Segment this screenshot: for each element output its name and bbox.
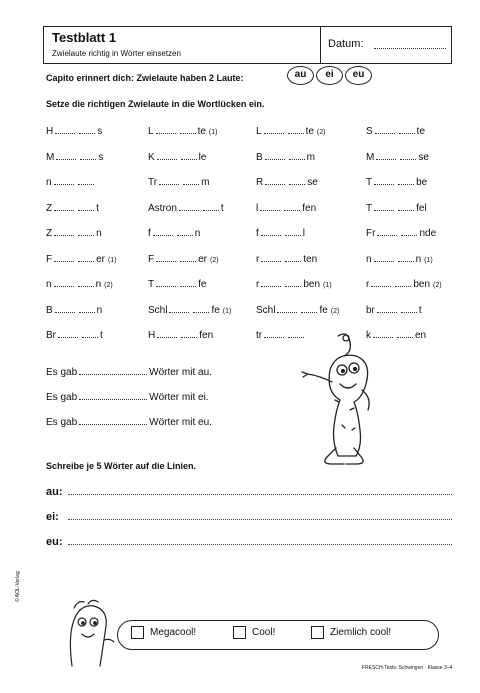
letter-gap[interactable] (79, 303, 95, 313)
write-line-eu[interactable] (68, 544, 452, 545)
letter-gap[interactable] (374, 252, 394, 262)
letter-gap[interactable] (156, 124, 176, 134)
word-gap-item (256, 328, 306, 342)
word-prefix: K (148, 151, 155, 163)
letter-gap[interactable] (54, 201, 74, 211)
word-suffix: er (96, 253, 106, 265)
write-line-ei[interactable] (68, 519, 452, 520)
letter-gap[interactable] (156, 277, 176, 287)
letter-gap[interactable] (78, 201, 94, 211)
rating-option-megacool[interactable] (131, 626, 196, 639)
word-gap-item (366, 124, 425, 138)
word-prefix: br (366, 304, 375, 316)
count-suffix: Wörter mit eu. (149, 417, 212, 428)
word-prefix: Schl (256, 304, 276, 316)
letter-gap[interactable] (264, 328, 284, 338)
letter-gap[interactable] (261, 226, 281, 236)
word-gap-item (366, 175, 427, 189)
header-title-area (44, 27, 321, 63)
word-prefix: F (148, 253, 155, 265)
letter-gap[interactable] (261, 277, 281, 287)
word-suffix: n (95, 279, 102, 290)
rating-label: Ziemlich cool! (330, 627, 392, 639)
letter-gap[interactable] (82, 328, 98, 338)
letter-gap[interactable] (153, 226, 173, 236)
letter-gap[interactable] (398, 201, 414, 211)
word-prefix: M (46, 151, 55, 163)
word-prefix: M (366, 151, 375, 163)
word-suffix: n (96, 228, 102, 239)
word-suffix: ben (303, 279, 321, 290)
word-suffix: n (415, 253, 422, 265)
letter-gap[interactable] (180, 124, 196, 134)
word-gap-item (46, 124, 102, 138)
letter-gap[interactable] (285, 226, 301, 236)
word-suffix: fen (302, 202, 317, 214)
date-label: Datum: (328, 38, 364, 50)
letter-gap[interactable] (54, 252, 74, 262)
word-prefix: r (366, 279, 370, 290)
word-gap-item (46, 303, 102, 317)
word-suffix: te (305, 126, 314, 137)
letter-gap[interactable] (261, 252, 281, 262)
word-note: (1) (208, 129, 218, 136)
word-prefix: n (46, 177, 52, 188)
letter-gap[interactable] (183, 175, 199, 185)
checkbox[interactable] (233, 626, 246, 639)
letter-gap[interactable] (78, 226, 94, 236)
letter-gap[interactable] (54, 226, 74, 236)
letter-gap[interactable] (374, 201, 394, 211)
letter-gap[interactable] (374, 175, 394, 185)
checkbox[interactable] (131, 626, 144, 639)
letter-gap[interactable] (289, 175, 305, 185)
letter-gap[interactable] (193, 303, 209, 313)
letter-gap[interactable] (395, 277, 411, 287)
word-prefix: L (148, 126, 154, 137)
letter-gap[interactable] (400, 150, 416, 160)
word-prefix: k (366, 330, 371, 341)
letter-gap[interactable] (285, 277, 301, 287)
publisher-note: © AOL-Verlag (15, 571, 21, 602)
capito-mascot-illustration (300, 330, 395, 470)
word-suffix: nde (419, 228, 437, 239)
word-suffix: s (97, 126, 103, 137)
word-gap-item (256, 175, 318, 189)
word-suffix: fel (416, 202, 427, 214)
letter-gap[interactable] (177, 226, 193, 236)
intro-text: Capito erinnert dich: Zwielaute haben 2 Laute: (46, 73, 244, 83)
word-gap-item (366, 252, 433, 266)
letter-gap[interactable] (260, 201, 280, 211)
count-gap[interactable] (79, 365, 147, 375)
header-box (43, 26, 452, 64)
word-suffix: fen (199, 330, 214, 341)
write-label-ei: ei: (46, 511, 59, 523)
word-prefix: f (256, 228, 259, 239)
word-suffix: en (415, 330, 427, 341)
checkbox[interactable] (311, 626, 324, 639)
word-note: (2) (210, 256, 219, 264)
count-gap[interactable] (79, 415, 147, 425)
word-gap-item (366, 303, 422, 317)
word-prefix: Br (46, 330, 56, 341)
count-gap[interactable] (79, 390, 147, 400)
letter-gap[interactable] (398, 175, 414, 185)
letter-gap[interactable] (377, 303, 397, 313)
letter-gap[interactable] (265, 175, 285, 185)
word-suffix: se (418, 151, 429, 163)
word-prefix: r (256, 279, 260, 290)
sound-au: au (287, 66, 314, 85)
word-note: (2) (433, 282, 442, 289)
word-suffix: l (302, 228, 306, 239)
word-prefix: S (366, 126, 373, 137)
word-gap-item (256, 150, 315, 164)
letter-gap[interactable] (54, 175, 74, 185)
word-gap-item (46, 201, 99, 215)
letter-gap[interactable] (264, 124, 284, 134)
word-prefix: l (256, 202, 259, 214)
word-suffix: n (96, 304, 103, 316)
word-suffix: er (198, 253, 208, 265)
footer-text: FRESCH-Tests: Schwingen · Klasse 3–4 (362, 665, 453, 671)
letter-gap[interactable] (157, 328, 177, 338)
word-suffix: ten (303, 253, 318, 265)
letter-gap[interactable] (288, 124, 304, 134)
word-note: (2) (316, 129, 326, 136)
word-gap-item (256, 201, 316, 215)
word-gap-item (256, 277, 332, 291)
word-prefix: Tr (148, 177, 158, 188)
word-gap-item (148, 201, 224, 215)
word-suffix: fe (319, 304, 328, 316)
letter-gap[interactable] (157, 150, 177, 160)
word-gap-item (148, 124, 217, 138)
letter-gap[interactable] (401, 303, 417, 313)
letter-gap[interactable] (180, 277, 196, 287)
word-prefix: B (46, 304, 53, 316)
word-prefix: F (46, 253, 53, 265)
word-note: (1) (108, 256, 117, 264)
word-gap-item (366, 226, 436, 240)
word-prefix: n (366, 253, 372, 265)
write-label-au: au: (46, 486, 63, 498)
letter-gap[interactable] (156, 252, 176, 262)
write-label-eu: eu: (46, 536, 63, 548)
write-line-au[interactable] (68, 494, 452, 495)
word-note: (1) (323, 282, 332, 289)
letter-gap[interactable] (398, 252, 414, 262)
letter-gap[interactable] (180, 252, 196, 262)
word-gap-item (256, 124, 325, 138)
word-suffix: s (98, 151, 104, 163)
count-suffix: Wörter mit au. (149, 367, 212, 378)
word-prefix: H (148, 330, 156, 341)
word-prefix: Astron (148, 202, 177, 214)
word-prefix: B (256, 151, 263, 163)
letter-gap[interactable] (401, 226, 417, 236)
word-suffix: n (194, 228, 201, 239)
letter-gap[interactable] (301, 303, 317, 313)
letter-gap[interactable] (181, 328, 197, 338)
word-gap-item (148, 150, 206, 164)
letter-gap[interactable] (58, 328, 78, 338)
count-eu-line (46, 415, 212, 428)
sound-eu: eu (345, 66, 372, 85)
word-prefix: tr (256, 330, 263, 341)
word-gap-item (366, 277, 442, 291)
word-suffix: te (197, 126, 206, 137)
letter-gap[interactable] (284, 201, 300, 211)
word-prefix: T (366, 177, 373, 188)
word-note: (1) (424, 256, 433, 264)
write-instruction: Schreibe je 5 Wörter auf die Linien. (46, 461, 197, 471)
letter-gap[interactable] (78, 175, 94, 185)
count-au-line (46, 365, 212, 378)
word-gap-item (46, 277, 113, 291)
word-gap-item (148, 252, 219, 266)
letter-gap[interactable] (80, 150, 96, 160)
letter-gap[interactable] (179, 201, 199, 211)
word-gap-item (148, 175, 209, 189)
word-suffix: t (100, 330, 103, 341)
count-suffix: Wörter mit ei. (149, 392, 209, 403)
count-ei-line (46, 390, 209, 403)
word-suffix: m (201, 177, 210, 188)
rating-option-cool[interactable] (233, 626, 275, 639)
word-prefix: T (366, 202, 373, 214)
letter-gap[interactable] (169, 303, 189, 313)
mascot-small-illustration (58, 596, 118, 668)
word-suffix: t (96, 202, 99, 214)
rating-label: Cool! (252, 627, 276, 639)
word-gap-item (366, 150, 429, 164)
word-note: (2) (104, 282, 113, 289)
letter-gap[interactable] (376, 150, 396, 160)
word-prefix: Schl (148, 304, 168, 316)
word-suffix: ben (413, 279, 431, 290)
word-gap-item (366, 201, 427, 215)
letter-gap[interactable] (265, 150, 285, 160)
letter-gap[interactable] (55, 124, 75, 134)
count-prefix: Es gab (46, 367, 78, 378)
word-gap-item (148, 226, 200, 240)
rating-label: Megacool! (150, 627, 197, 639)
word-suffix: fe (211, 304, 220, 316)
letter-gap[interactable] (78, 277, 94, 287)
word-suffix: m (306, 151, 316, 163)
letter-gap[interactable] (397, 328, 413, 338)
word-suffix: be (416, 177, 428, 188)
page-title: Testblatt 1 (52, 30, 117, 45)
letter-gap[interactable] (371, 277, 391, 287)
word-prefix: Fr (366, 228, 376, 239)
letter-gap[interactable] (399, 124, 415, 134)
word-suffix: se (307, 177, 318, 188)
page-subtitle: Zwielaute richtig in Wörter einsetzen (52, 49, 181, 58)
letter-gap[interactable] (79, 124, 95, 134)
letter-gap[interactable] (181, 150, 197, 160)
letter-gap[interactable] (203, 201, 219, 211)
word-note: (2) (330, 307, 340, 315)
word-prefix: L (256, 126, 262, 137)
word-gap-item (46, 175, 96, 189)
word-suffix: le (198, 151, 207, 163)
letter-gap[interactable] (285, 252, 301, 262)
rating-option-ziemlich-cool[interactable] (311, 626, 391, 639)
word-gap-item (256, 252, 317, 266)
word-gap-item (46, 328, 103, 342)
word-gap-item (148, 303, 231, 317)
word-gap-item (46, 252, 117, 266)
word-suffix: t (220, 202, 224, 214)
word-suffix: fe (198, 279, 207, 290)
count-prefix: Es gab (46, 417, 78, 428)
word-gap-item (148, 328, 213, 342)
letter-gap[interactable] (78, 252, 94, 262)
letter-gap[interactable] (377, 226, 397, 236)
word-note: (1) (222, 307, 232, 315)
word-prefix: H (46, 126, 54, 137)
letter-gap[interactable] (375, 124, 395, 134)
word-gap-item (46, 150, 103, 164)
word-gap-item (256, 303, 339, 317)
word-prefix: Z (46, 228, 53, 239)
letter-gap[interactable] (159, 175, 179, 185)
word-prefix: R (256, 177, 264, 188)
word-prefix: r (256, 253, 260, 265)
word-suffix: te (416, 126, 426, 137)
word-prefix: n (46, 279, 52, 290)
letter-gap[interactable] (277, 303, 297, 313)
word-gap-item (148, 277, 206, 291)
letter-gap[interactable] (289, 150, 305, 160)
count-prefix: Es gab (46, 392, 78, 403)
date-field[interactable] (374, 48, 446, 49)
word-gap-item (256, 226, 305, 240)
letter-gap[interactable] (54, 277, 74, 287)
word-gap-item (46, 226, 102, 240)
letter-gap[interactable] (55, 303, 75, 313)
word-prefix: T (148, 279, 155, 290)
letter-gap[interactable] (56, 150, 76, 160)
word-prefix: Z (46, 202, 53, 214)
word-prefix: f (148, 228, 151, 239)
task-instruction: Setze die richtigen Zwielaute in die Wortlücken ein. (46, 99, 265, 109)
word-suffix: t (418, 304, 422, 316)
sound-ei: ei (316, 66, 343, 85)
